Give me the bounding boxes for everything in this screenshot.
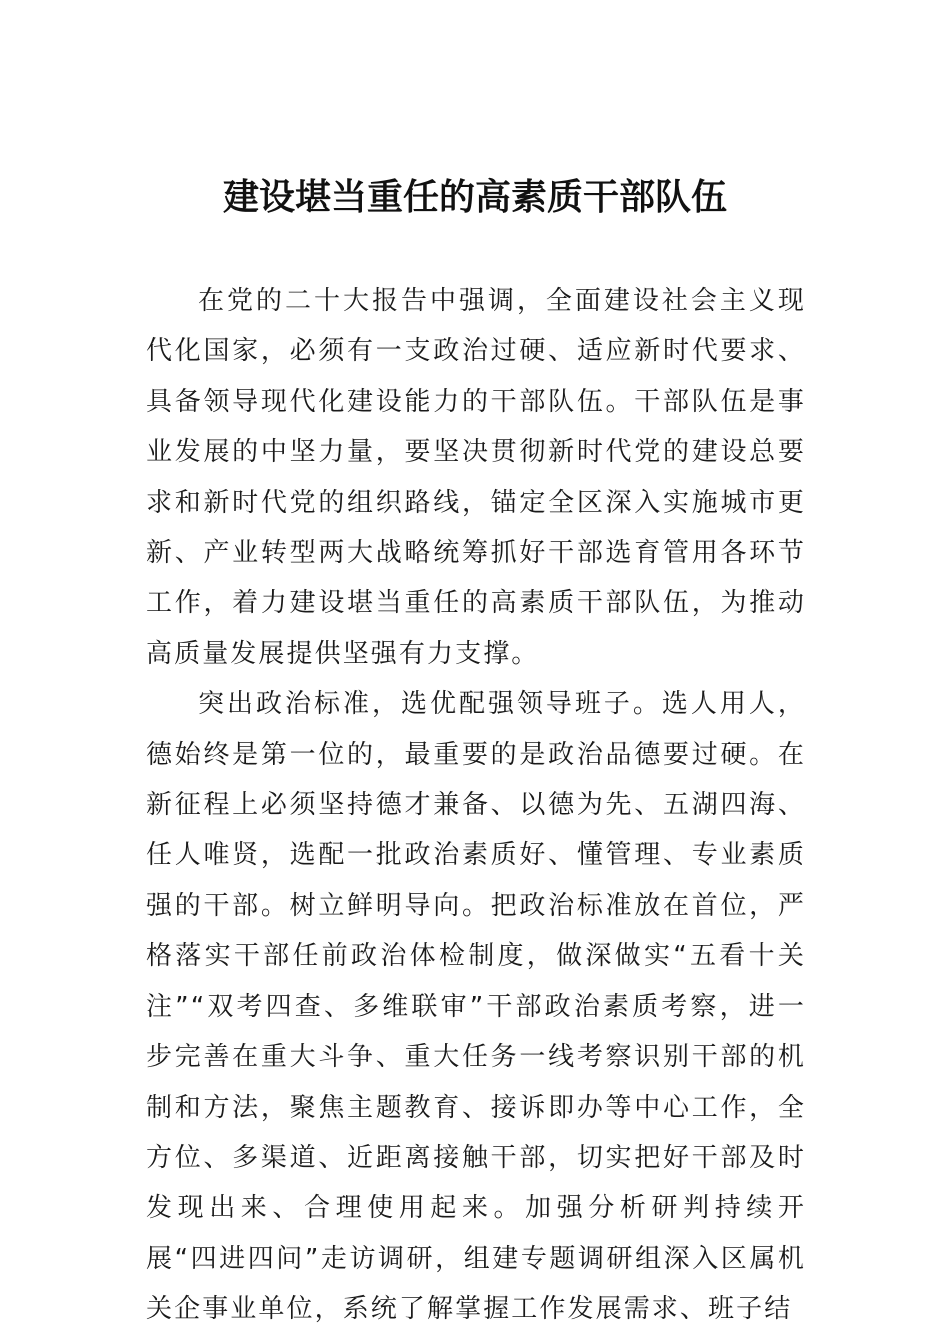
paragraph-1: 在党的二十大报告中强调，全面建设社会主义现代化国家，必须有一支政治过硬、适应新时代要求、具备领导现代化建设能力的干部队伍。干部队伍是事业发展的中坚力量，要坚决贯彻新时代党的建设总要求和新时代党的组织路线，锚定全区深入实施城市更新、产业转型两大战略统筹抓好干部选育管用各环节工作，着力建设堪当重任的高素质干部队伍，为推动高质量发展提供坚强有力支撑。 [146,286,806,669]
document-title: 建设堪当重任的高素质干部队伍 [222,176,727,218]
paragraph-2: 突出政治标准，选优配强领导班子。选人用人，德始终是第一位的，最重要的是政治品德要过硬。在新征程上必须坚持德才兼备、以德为先、五湖四海、任人唯贤，选配一批政治素质好、懂管理、专业素质强的干部。树立鲜明导向。把政治标准放在首位，严格落实干部任前政治体检制度，做深做实“五看十关注”“双考四查、多维联审”干部政治素质考察，进一步完善在重大斗争、重大任务一线考察识别干部的机制和方法，聚焦主题教育、接诉即办等中心工作，全方位、多渠道、近距离接触干部，切实把好干部及时发现出来、合理使用起来。加强分析研判持续开展“四进四问”走访调研，组建专题调研组深入区属机关企事业单位，系统了解掌握工作发展需求、班子结 [146,689,806,1325]
document-body [146,276,806,1335]
